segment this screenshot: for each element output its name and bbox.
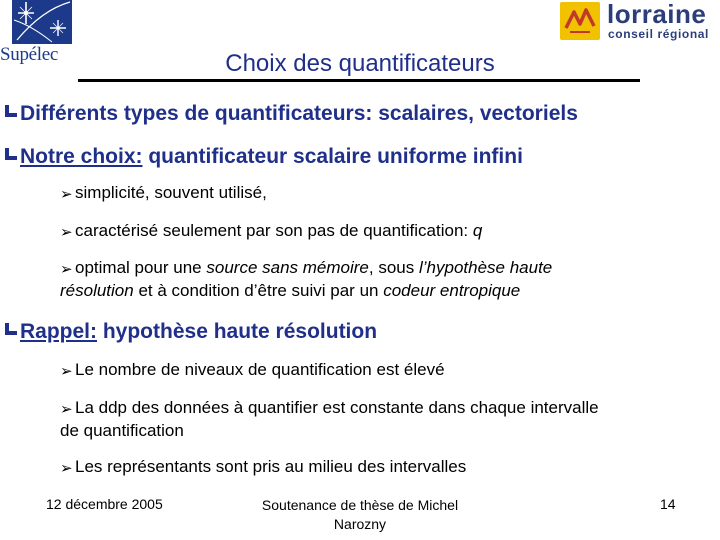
arrow-bullet-icon: ➢ [60, 186, 73, 203]
choice-label: Notre choix: [20, 145, 143, 168]
lorraine-wordmark: lorraine [607, 0, 707, 29]
title-underline [78, 79, 640, 82]
square-bullet-icon [4, 147, 18, 161]
arrow-bullet-icon: ➢ [60, 401, 73, 418]
arrow-bullet-icon: ➢ [60, 224, 73, 241]
slide-title: Choix des quantificateurs [225, 50, 495, 77]
square-bullet-icon [4, 104, 18, 118]
arrow-bullet-icon: ➢ [60, 261, 73, 278]
arrow-bullet-icon: ➢ [60, 460, 73, 477]
supelec-wordmark: Supélec [0, 44, 59, 65]
lorraine-logo [560, 2, 720, 44]
footer-center-line1: Soutenance de thèse de Michel [261, 497, 459, 513]
page-number: 14 [660, 496, 676, 512]
footer-center-line2: Narozny [333, 516, 387, 532]
footer-date: 12 décembre 2005 [46, 496, 163, 512]
arrow-bullet-icon: ➢ [60, 363, 73, 380]
lorraine-tagline: conseil régional [608, 27, 709, 41]
choice-text: quantificateur scalaire uniforme infini [142, 145, 523, 168]
reminder-label: Rappel: [20, 320, 98, 343]
footer-center [250, 496, 470, 534]
square-bullet-icon [4, 322, 18, 336]
reminder-text: hypothèse haute résolution [97, 320, 378, 343]
lorraine-emblem [560, 2, 600, 40]
supelec-emblem [12, 0, 72, 44]
